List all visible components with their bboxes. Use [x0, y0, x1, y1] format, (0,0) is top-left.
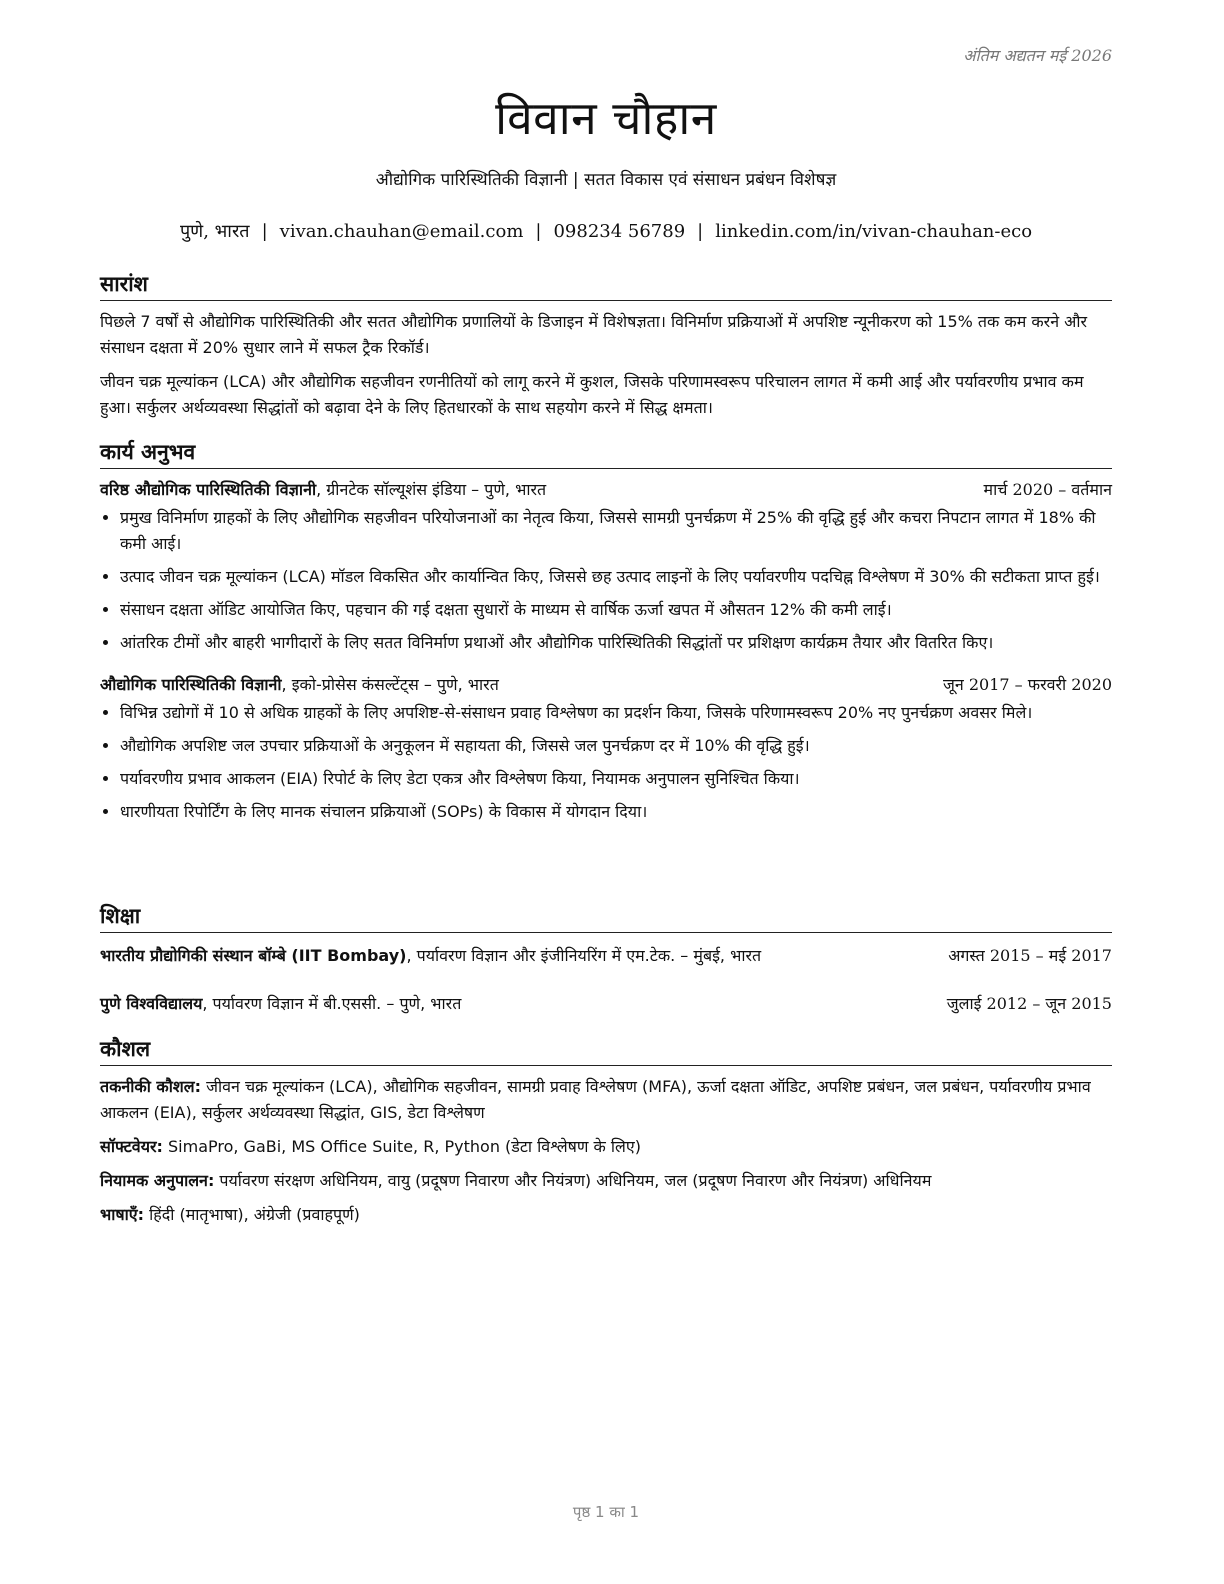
education-dates: अगस्त 2015 – मई 2017: [948, 946, 1112, 965]
separator: |: [535, 221, 542, 242]
section-title: कार्य अनुभव: [100, 438, 1112, 469]
headline: औद्योगिक पारिस्थितिकी विज्ञानी | सतत विकास एवं संसाधन प्रबंधन विशेषज्ञ: [375, 170, 837, 190]
list-item: • प्रमुख विनिर्माण ग्राहकों के लिए औद्योगिक सहजीवन परियोजनाओं का नेतृत्व किया, जिससे सामग्री पुनर्चक्रण में 25% की वृद्धि हुई और कचरा निपटान लागत में 18% की कमी आई।: [120, 505, 1112, 557]
institution: भारतीय प्रौद्योगिकी संस्थान बॉम्बे (IIT Bombay): [100, 946, 407, 965]
job-entry: [100, 477, 1112, 656]
job-org: , इको-प्रोसेस कंसल्टेंट्स – पुणे, भारत: [281, 675, 499, 694]
job-dates: मार्च 2020 – वर्तमान: [983, 480, 1112, 499]
summary-paragraph: पिछले 7 वर्षों से औद्योगिक पारिस्थितिकी और सतत औद्योगिक प्रणालियों के डिजाइन में विशेषज्ञता। विनिर्माण प्रक्रियाओं में अपशिष्ट न्यूनीकरण को 15% तक कम करने और संसाधन दक्षता में 20% सुधार लाने में सफल ट्रैक रिकॉर्ड।: [100, 312, 1088, 357]
skills-section: [100, 1035, 1112, 1236]
job-header: [100, 672, 1112, 698]
summary-section: [100, 270, 1112, 429]
list-item: • उत्पाद जीवन चक्र मूल्यांकन (LCA) मॉडल विकसित और कार्यान्वित किए, जिससे छह उत्पाद लाइनों के लिए पर्यावरणीय पदचिह्न विश्लेषण में 30% की सटीकता प्राप्त हुई।: [120, 564, 1112, 590]
education-dates: जुलाई 2012 – जून 2015: [946, 994, 1112, 1013]
skill-label: तकनीकी कौशल:: [100, 1077, 201, 1096]
phone: 098234 56789: [553, 221, 686, 242]
education-section: [100, 902, 1112, 1039]
skill-line: [100, 1202, 1112, 1228]
skill-value: SimaPro, GaBi, MS Office Suite, R, Python (डेटा विश्लेषण के लिए): [162, 1137, 641, 1156]
last-updated: अंतिम अद्यतन मई 2026: [963, 46, 1112, 65]
linkedin-link[interactable]: linkedin.com/in/vivan-chauhan-eco: [715, 221, 1033, 242]
degree: , पर्यावरण विज्ञान और इंजीनियरिंग में एम.टेक. – मुंबई, भारत: [406, 946, 762, 965]
skill-label: भाषाएँ:: [100, 1205, 145, 1224]
skill-line: [100, 1134, 1112, 1160]
page-number: पृष्ठ 1 का 1: [572, 1503, 640, 1521]
list-item: • संसाधन दक्षता ऑडिट आयोजित किए, पहचान की गई दक्षता सुधारों के माध्यम से वार्षिक ऊर्जा खपत में औसतन 12% की कमी लाई।: [120, 597, 1112, 623]
education-entry: [100, 943, 1112, 969]
contact-line: [100, 219, 1112, 243]
institution: पुणे विश्वविद्यालय: [100, 994, 203, 1013]
section-title: कौशल: [100, 1035, 1112, 1066]
job-org: , ग्रीनटेक सॉल्यूशंस इंडिया – पुणे, भारत: [316, 480, 547, 499]
section-title: सारांश: [100, 270, 1112, 301]
resume-page: [100, 0, 1112, 1584]
skill-value: जीवन चक्र मूल्यांकन (LCA), औद्योगिक सहजीवन, सामग्री प्रवाह विश्लेषण (MFA), ऊर्जा दक्षता ऑडिट, अपशिष्ट प्रबंधन, जल प्रबंधन, पर्यावरणीय प्रभाव आकलन (EIA), सर्कुलर अर्थव्यवस्था सिद्धांत, GIS, डेटा विश्लेषण: [100, 1077, 1091, 1122]
job-role: वरिष्ठ औद्योगिक पारिस्थितिकी विज्ञानी: [100, 480, 317, 499]
skill-label: सॉफ्टवेयर:: [100, 1137, 163, 1156]
candidate-name: विवान चौहान: [495, 91, 717, 145]
job-header: [100, 477, 1112, 503]
job-bullets: [100, 505, 1112, 656]
list-item: • विभिन्न उद्योगों में 10 से अधिक ग्राहकों के लिए अपशिष्ट-से-संसाधन प्रवाह विश्लेषण का प्रदर्शन किया, जिसके परिणामस्वरूप 20% नए पुनर्चक्रण अवसर मिले।: [120, 700, 1112, 726]
experience-section: [100, 438, 1112, 832]
skill-label: नियामक अनुपालन:: [100, 1171, 215, 1190]
job-entry: [100, 672, 1112, 825]
section-title: शिक्षा: [100, 902, 1112, 933]
list-item: • आंतरिक टीमों और बाहरी भागीदारों के लिए सतत विनिर्माण प्रथाओं और औद्योगिक पारिस्थितिकी सिद्धांतों पर प्रशिक्षण कार्यक्रम तैयार और वितरित किए।: [120, 630, 1112, 656]
separator: |: [261, 221, 268, 242]
list-item: • औद्योगिक अपशिष्ट जल उपचार प्रक्रियाओं के अनुकूलन में सहायता की, जिससे जल पुनर्चक्रण दर में 10% की वृद्धि हुई।: [120, 733, 1112, 759]
job-bullets: [100, 700, 1112, 825]
email[interactable]: vivan.chauhan@email.com: [279, 221, 524, 242]
skill-line: [100, 1168, 1112, 1194]
degree: , पर्यावरण विज्ञान में बी.एससी. – पुणे, भारत: [202, 994, 462, 1013]
list-item: • धारणीयता रिपोर्टिंग के लिए मानक संचालन प्रक्रियाओं (SOPs) के विकास में योगदान दिया।: [120, 799, 1112, 825]
job-role: औद्योगिक पारिस्थितिकी विज्ञानी: [100, 675, 282, 694]
list-item: • पर्यावरणीय प्रभाव आकलन (EIA) रिपोर्ट के लिए डेटा एकत्र और विश्लेषण किया, नियामक अनुपालन सुनिश्चित किया।: [120, 766, 1112, 792]
location: पुणे, भारत: [179, 221, 250, 242]
separator: |: [697, 221, 704, 242]
education-entry: [100, 991, 1112, 1017]
skill-line: [100, 1074, 1112, 1126]
job-dates: जून 2017 – फरवरी 2020: [943, 675, 1112, 694]
skill-value: पर्यावरण संरक्षण अधिनियम, वायु (प्रदूषण निवारण और नियंत्रण) अधिनियम, जल (प्रदूषण निवारण और नियंत्रण) अधिनियम: [214, 1171, 932, 1190]
skill-value: हिंदी (मातृभाषा), अंग्रेजी (प्रवाहपूर्ण): [144, 1205, 360, 1224]
summary-paragraph: जीवन चक्र मूल्यांकन (LCA) और औद्योगिक सहजीवन रणनीतियों को लागू करने में कुशल, जिसके परिणामस्वरूप परिचालन लागत में कमी आई और पर्यावरणीय प्रभाव कम हुआ। सर्कुलर अर्थव्यवस्था सिद्धांतों को बढ़ावा देने के लिए हितधारकों के साथ सहयोग करने में सिद्ध क्षमता।: [100, 372, 1084, 417]
